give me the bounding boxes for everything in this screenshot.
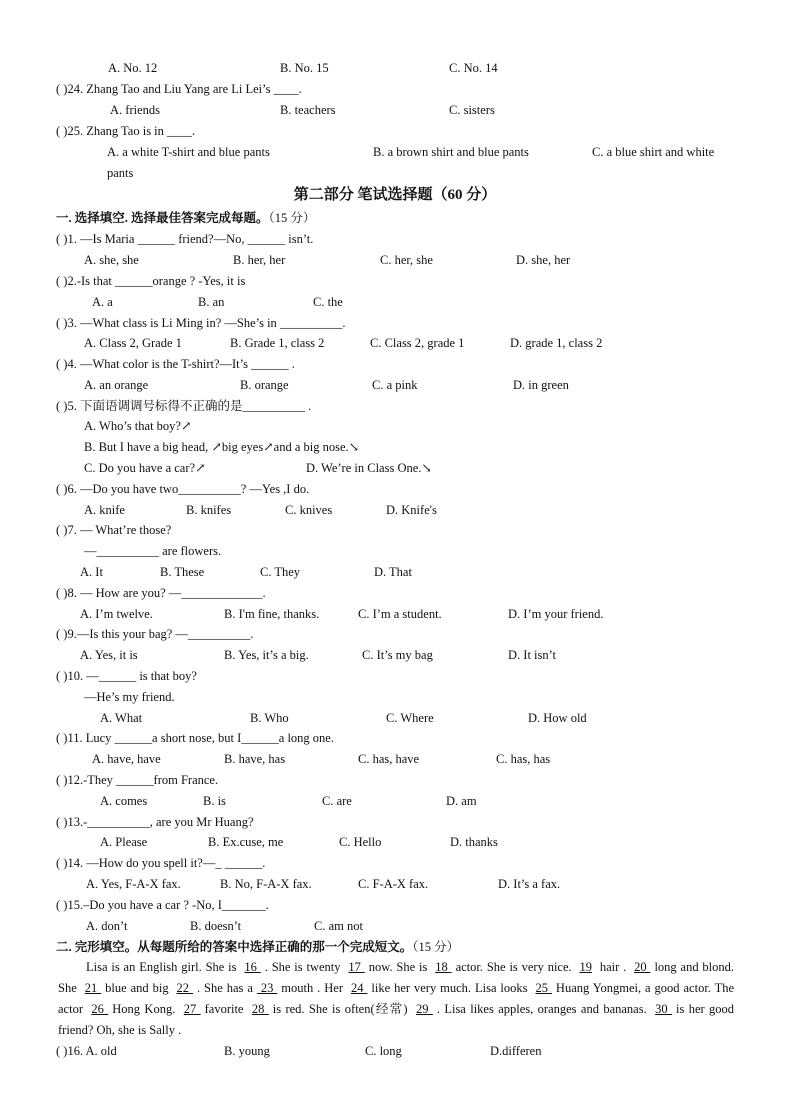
question-12-option-a: A. comes bbox=[100, 794, 148, 808]
question-5-option-c: C. Do you have a car?↗ bbox=[84, 461, 206, 475]
option-b: B. No. 15 bbox=[280, 61, 329, 75]
question-25-option-c: C. a blue shirt and white bbox=[592, 145, 715, 159]
passage-text: is red. She is often(经常) bbox=[272, 1002, 412, 1016]
question-13-option-c: C. Hello bbox=[339, 835, 382, 849]
question-2-stem: ( )2.-Is that ______orange ? -Yes, it is bbox=[56, 274, 246, 288]
question-11-option-b: B. have, has bbox=[224, 752, 286, 766]
question-5-stem: ( )5. 下面语调调号标得不正确的是__________ . bbox=[56, 399, 312, 413]
question-4-option-a: A. an orange bbox=[84, 378, 149, 392]
question-10-stem: ( )10. —______ is that boy? bbox=[56, 669, 197, 683]
question-3-option-c: C. Class 2, grade 1 bbox=[370, 336, 465, 350]
question-2-option-b: B. an bbox=[198, 295, 225, 309]
question-16-option-c: C. long bbox=[365, 1044, 402, 1058]
passage-text: hair . bbox=[595, 960, 631, 974]
question-10-option-b: B. Who bbox=[250, 711, 289, 725]
question-14-option-a: A. Yes, F-A-X fax. bbox=[86, 877, 181, 891]
question-13-option-b: B. Ex.cuse, me bbox=[208, 835, 284, 849]
question-6-option-a: A. knife bbox=[84, 503, 125, 517]
question-8-option-c: C. I’m a student. bbox=[358, 607, 442, 621]
question-6-option-c: C. knives bbox=[285, 503, 333, 517]
passage-text: like her very much. Lisa looks bbox=[371, 981, 532, 995]
question-25-option-b: B. a brown shirt and blue pants bbox=[373, 145, 529, 159]
question-7-option-c: C. They bbox=[260, 565, 301, 579]
question-7-stem-reply: —__________ are flowers. bbox=[84, 544, 222, 558]
passage-text: favorite bbox=[204, 1002, 248, 1016]
question-15-stem: ( )15.–Do you have a car ? -No, I_______. bbox=[56, 898, 269, 912]
question-4-stem: ( )4. —What color is the T-shirt?—It’s ______ . bbox=[56, 357, 295, 371]
passage-text: long and blond. She bbox=[58, 960, 735, 995]
blank-24: 24 bbox=[350, 981, 368, 995]
blank-16: 16 bbox=[244, 960, 261, 974]
question-6-option-d: D. Knife's bbox=[386, 503, 437, 517]
question-25-stem: ( )25. Zhang Tao is in ____. bbox=[56, 124, 196, 138]
question-5-option-b: B. But I have a big head, ↗big eyes↗and a big nose.↘ bbox=[84, 440, 360, 454]
section-2-heading bbox=[56, 940, 459, 954]
passage-text: mouth . Her bbox=[281, 981, 347, 995]
cloze-passage bbox=[58, 957, 734, 1041]
section-1-heading-text: 一. 选择填空. 选择最佳答案完成每题。 bbox=[56, 211, 269, 225]
question-2-option-a: A. a bbox=[92, 295, 113, 309]
question-11-option-a: A. have, have bbox=[92, 752, 161, 766]
question-16-option-d: D.differen bbox=[490, 1044, 542, 1058]
blank-23: 23 bbox=[256, 981, 278, 995]
question-14-option-b: B. No, F-A-X fax. bbox=[220, 877, 312, 891]
question-8-option-a: A. I’m twelve. bbox=[80, 607, 153, 621]
passage-text: is her good friend? Oh, she is Sally . bbox=[58, 1002, 735, 1037]
question-16-stem: ( )16. A. old bbox=[56, 1044, 117, 1058]
question-24-stem: ( )24. Zhang Tao and Liu Yang are Li Lei’s ____. bbox=[56, 82, 302, 96]
question-3-option-b: B. Grade 1, class 2 bbox=[230, 336, 325, 350]
section-2-heading-text: 二. 完形填空。从每题所给的答案中选择正确的那一个完成短文。 bbox=[56, 940, 413, 954]
passage-text: now. She is bbox=[368, 960, 432, 974]
question-1-option-a: A. she, she bbox=[84, 253, 139, 267]
question-10-option-c: C. Where bbox=[386, 711, 434, 725]
question-12-option-b: B. is bbox=[203, 794, 226, 808]
question-4-option-c: C. a pink bbox=[372, 378, 418, 392]
question-1-option-b: B. her, her bbox=[233, 253, 286, 267]
blank-22: 22 bbox=[176, 981, 193, 995]
question-13-option-d: D. thanks bbox=[450, 835, 498, 849]
blank-18: 18 bbox=[435, 960, 452, 974]
question-9-option-c: C. It’s my bag bbox=[362, 648, 433, 662]
passage-text: actor. She is very nice. bbox=[455, 960, 576, 974]
part-2-title: 第二部分 笔试选择题（60 分） bbox=[293, 187, 497, 203]
passage-text: . She is twenty bbox=[264, 960, 345, 974]
question-6-stem: ( )6. —Do you have two__________? —Yes ,I do. bbox=[56, 482, 310, 496]
question-15-option-a: A. don’t bbox=[86, 919, 128, 933]
question-5-option-a: A. Who’s that boy?↗ bbox=[84, 419, 192, 433]
question-4-option-d: D. in green bbox=[513, 378, 569, 392]
blank-21: 21 bbox=[84, 981, 102, 995]
blank-25: 25 bbox=[535, 981, 552, 995]
question-10-option-d: D. How old bbox=[528, 711, 587, 725]
question-10-option-a: A. What bbox=[100, 711, 143, 725]
question-25-option-c-continued: pants bbox=[107, 166, 134, 180]
question-8-option-b: B. I'm fine, thanks. bbox=[224, 607, 320, 621]
question-15-option-b: B. doesn’t bbox=[190, 919, 242, 933]
question-24-option-c: C. sisters bbox=[449, 103, 495, 117]
question-16-option-b: B. young bbox=[224, 1044, 270, 1058]
section-1-heading bbox=[56, 211, 315, 225]
blank-28: 28 bbox=[251, 1002, 269, 1016]
question-9-option-d: D. It isn’t bbox=[508, 648, 557, 662]
question-1-option-d: D. she, her bbox=[516, 253, 571, 267]
question-9-option-a: A. Yes, it is bbox=[80, 648, 138, 662]
question-8-stem: ( )8. — How are you? —_____________. bbox=[56, 586, 266, 600]
question-9-stem: ( )9.—Is this your bag? —__________. bbox=[56, 627, 254, 641]
blank-27: 27 bbox=[183, 1002, 201, 1016]
question-14-stem: ( )14. —How do you spell it?—_ ______. bbox=[56, 856, 266, 870]
blank-26: 26 bbox=[91, 1002, 109, 1016]
question-5-option-d: D. We’re in Class One.↘ bbox=[306, 461, 432, 475]
question-12-option-c: C. are bbox=[322, 794, 352, 808]
passage-text: . Lisa likes apples, oranges and bananas. bbox=[436, 1002, 652, 1016]
question-3-option-a: A. Class 2, Grade 1 bbox=[84, 336, 182, 350]
passage-text: Huang Yongmei, a good actor. The actor bbox=[58, 981, 735, 1016]
question-11-option-c: C. has, have bbox=[358, 752, 420, 766]
section-1-score: （15 分） bbox=[268, 211, 316, 225]
blank-20: 20 bbox=[634, 960, 651, 974]
question-2-option-c: C. the bbox=[313, 295, 343, 309]
question-12-option-d: D. am bbox=[446, 794, 477, 808]
section-2-score: （15 分） bbox=[412, 940, 460, 954]
question-7-option-d: D. That bbox=[374, 565, 412, 579]
passage-text: blue and big bbox=[105, 981, 173, 995]
question-4-option-b: B. orange bbox=[240, 378, 289, 392]
question-3-option-d: D. grade 1, class 2 bbox=[510, 336, 603, 350]
blank-29: 29 bbox=[415, 1002, 433, 1016]
question-13-stem: ( )13.-__________, are you Mr Huang? bbox=[56, 815, 254, 829]
question-1-stem: ( )1. —Is Maria ______ friend?—No, ______ isn’t. bbox=[56, 232, 314, 246]
question-7-stem: ( )7. — What’re those? bbox=[56, 523, 172, 537]
question-6-option-b: B. knifes bbox=[186, 503, 232, 517]
question-7-option-a: A. It bbox=[80, 565, 103, 579]
question-1-option-c: C. her, she bbox=[380, 253, 433, 267]
question-25-option-a: A. a white T-shirt and blue pants bbox=[107, 145, 270, 159]
question-24-option-b: B. teachers bbox=[280, 103, 336, 117]
passage-text: Hong Kong. bbox=[112, 1002, 180, 1016]
question-14-option-d: D. It’s a fax. bbox=[498, 877, 561, 891]
blank-19: 19 bbox=[579, 960, 592, 974]
question-11-stem: ( )11. Lucy ______a short nose, but I______a long one. bbox=[56, 731, 334, 745]
passage-text: Lisa is an English girl. She is bbox=[86, 960, 241, 974]
question-8-option-d: D. I’m your friend. bbox=[508, 607, 604, 621]
question-10-stem-reply: —He’s my friend. bbox=[84, 690, 175, 704]
question-14-option-c: C. F-A-X fax. bbox=[358, 877, 429, 891]
question-7-option-b: B. These bbox=[160, 565, 205, 579]
question-24-option-a: A. friends bbox=[110, 103, 160, 117]
blank-17: 17 bbox=[348, 960, 365, 974]
question-12-stem: ( )12.-They ______from France. bbox=[56, 773, 219, 787]
question-9-option-b: B. Yes, it’s a big. bbox=[224, 648, 309, 662]
question-15-option-c: C. am not bbox=[314, 919, 363, 933]
question-13-option-a: A. Please bbox=[100, 835, 148, 849]
blank-30: 30 bbox=[655, 1002, 672, 1016]
option-a: A. No. 12 bbox=[108, 61, 158, 75]
passage-text: . She has a bbox=[196, 981, 253, 995]
question-3-stem: ( )3. —What class is Li Ming in? —She’s in __________. bbox=[56, 316, 346, 330]
option-c: C. No. 14 bbox=[449, 61, 498, 75]
question-11-option-d: C. has, has bbox=[496, 752, 551, 766]
